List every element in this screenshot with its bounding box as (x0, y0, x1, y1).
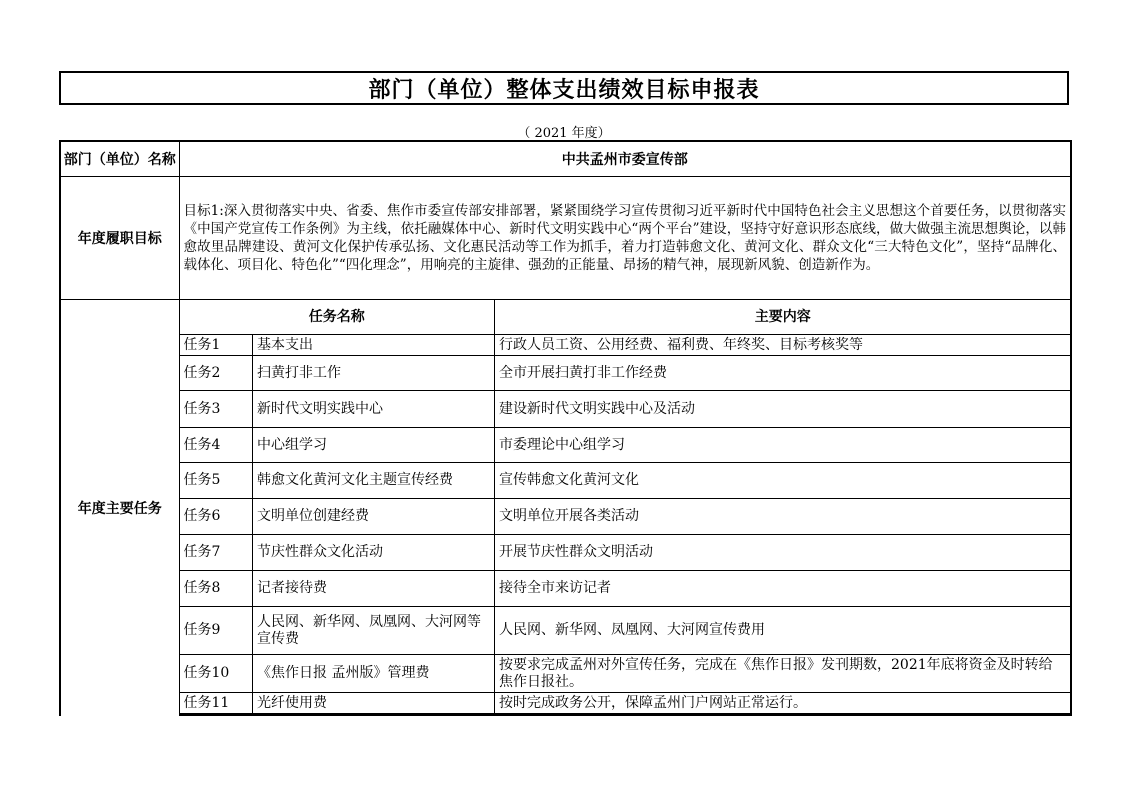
task-content: 市委理论中心组学习 (495, 428, 1071, 463)
form-table (59, 140, 1072, 716)
table-row (180, 535, 1071, 571)
task-name: 《焦作日报 孟州版》管理费 (253, 655, 495, 693)
task-name: 节庆性群众文化活动 (253, 535, 495, 571)
table-row (180, 391, 1071, 428)
table-row (180, 607, 1071, 655)
year-line: （ 2021 年度） (517, 126, 611, 141)
task-name: 人民网、新华网、凤凰网、大河网等宣传费 (253, 607, 495, 655)
task-id: 任务4 (180, 428, 253, 463)
task-content: 开展节庆性群众文明活动 (495, 535, 1071, 571)
task-id: 任务5 (180, 463, 253, 499)
task-id: 任务6 (180, 499, 253, 535)
dept-name: 中共孟州市委宣传部 (561, 152, 688, 168)
table-row (180, 428, 1071, 463)
task-name: 基本支出 (253, 335, 495, 356)
tasks-row (60, 300, 1071, 716)
goal-row (60, 177, 1071, 300)
task-content: 宣传韩愈文化黄河文化 (495, 463, 1071, 499)
task-content: 接待全市来访记者 (495, 571, 1071, 607)
task-name: 韩愈文化黄河文化主题宣传经费 (253, 463, 495, 499)
dept-row (60, 141, 1071, 177)
task-content: 全市开展扫黄打非工作经费 (495, 356, 1071, 391)
tasks-label: 年度主要任务 (60, 300, 179, 716)
form-title: 部门（单位）整体支出绩效目标申报表 (59, 71, 1069, 105)
task-content: 行政人员工资、公用经费、福利费、年终奖、目标考核奖等 (495, 335, 1071, 356)
dept-label: 部门（单位）名称 (60, 141, 179, 177)
task-name-header: 任务名称 (180, 300, 495, 335)
task-content: 文明单位开展各类活动 (495, 499, 1071, 535)
task-content: 按时完成政务公开，保障孟州门户网站正常运行。 (495, 693, 1071, 715)
task-id: 任务10 (180, 655, 253, 693)
table-row (180, 499, 1071, 535)
table-row (180, 356, 1071, 391)
task-name: 记者接待费 (253, 571, 495, 607)
task-id: 任务9 (180, 607, 253, 655)
goal-text: 目标1:深入贯彻落实中央、省委、焦作市委宣传部安排部署，紧紧围绕学习宣传贯彻习近平新时代中国特色社会主义思想这个首要任务，以贯彻落实《中国产党宣传工作条例》为主线，依托融媒体中心、新时代文明实践中心“两个平台”建设，坚持守好意识形态底线，做大做强主流思想舆论，以韩愈故里品牌建设、黄河文化保护传承弘扬、文化惠民活动等工作为抓手，着力打造韩愈文化、黄河文化、群众文化“三大特色文化”，坚持“品牌化、载体化、项目化、特色化”“四化理念”，用响亮的主旋律、强劲的正能量、昂扬的精气神，展现新风貌、创造新作为。 (183, 203, 1066, 273)
task-id: 任务11 (180, 693, 253, 715)
goal-label: 年度履职目标 (60, 177, 179, 300)
tasks-header-row (180, 300, 1071, 335)
task-name: 光纤使用费 (253, 693, 495, 715)
tasks-table (180, 300, 1071, 715)
task-content: 建设新时代文明实践中心及活动 (495, 391, 1071, 428)
task-name: 中心组学习 (253, 428, 495, 463)
task-id: 任务8 (180, 571, 253, 607)
task-name: 文明单位创建经费 (253, 499, 495, 535)
task-id: 任务3 (180, 391, 253, 428)
table-row (180, 463, 1071, 499)
task-content-header: 主要内容 (495, 300, 1071, 335)
task-id: 任务7 (180, 535, 253, 571)
table-row (180, 655, 1071, 693)
task-id: 任务1 (180, 335, 253, 356)
task-name: 新时代文明实践中心 (253, 391, 495, 428)
table-row (180, 571, 1071, 607)
task-content: 人民网、新华网、凤凰网、大河网宣传费用 (495, 607, 1071, 655)
table-row (180, 335, 1071, 356)
task-name: 扫黄打非工作 (253, 356, 495, 391)
table-row (180, 693, 1071, 715)
task-id: 任务2 (180, 356, 253, 391)
task-content: 按要求完成孟州对外宣传任务，完成在《焦作日报》发刊期数，2021年底将资金及时转给焦作日报社。 (495, 655, 1071, 693)
